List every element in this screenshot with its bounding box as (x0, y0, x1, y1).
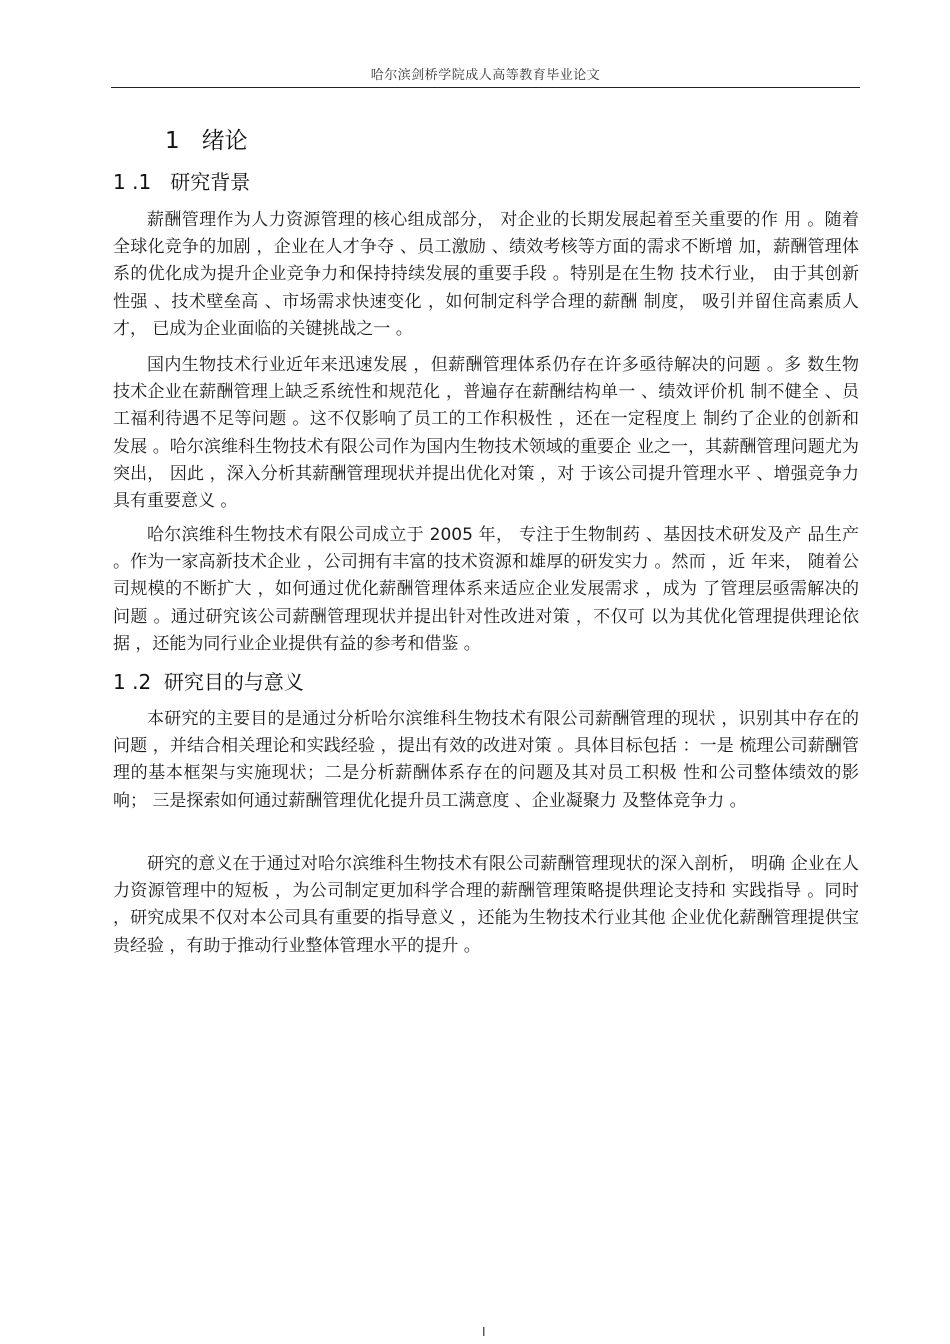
section-heading-purpose: 1 .2 研究目的与意义 (113, 670, 304, 694)
running-header: 哈尔滨剑桥学院成人高等教育毕业论文 (370, 68, 601, 83)
chapter-title: 1 绪论 (165, 128, 248, 154)
paragraph: 本研究的主要目的是通过分析哈尔滨维科生物技术有限公司薪酬管理的现状 ，识别其中存在的问题 ，并结合相关理论和实践经验 ，提出有效的改进对策 。具体目标包括 ：一是 梳理公司薪酬管理的基本框架与实施现状；二是分析薪酬体系存在的问题及其对员工积极 性和公司整体绩效的影响； 三是探索如何通过薪酬管理优化提升员工满意度 、企业凝聚力 及整体竞争力 。 (113, 709, 859, 811)
page-number: I (482, 1325, 486, 1339)
paragraph: 哈尔滨维科生物技术有限公司成立于 2005 年， 专注于生物制药 、基因技术研发及产 品生产 。作为一家高新技术企业 ，公司拥有丰富的技术资源和雄厚的研发实力 。然而 ，近 年来， 随着公司规模的不断扩大 ，如何通过优化薪酬管理体系来适应企业发展需求 ，成为 了管理层亟需解决的问题 。通过研究该公司薪酬管理现状并提出针对性改进对策 ，不仅可 以为其优化管理提供理论依据 ，还能为同行业企业提供有益的参考和借鉴 。 (113, 525, 859, 654)
paragraph: 国内生物技术行业近年来迅速发展 ，但薪酬管理体系仍存在许多亟待解决的问题 。多 数生物技术企业在薪酬管理上缺乏系统性和规范化 ，普遍存在薪酬结构单一 、绩效评价机 制不健全 、员工福利待遇不足等问题 。这不仅影响了员工的工作积极性 ，还在一定程度上 制约了企业的创新和发展 。哈尔滨维科生物技术有限公司作为国内生物技术领域的重要企 业之一，其薪酬管理问题尤为突出， 因此 ，深入分析其薪酬管理现状并提出优化对策 ，对 于该公司提升管理水平 、增强竞争力具有重要意义 。 (113, 355, 859, 512)
paragraph: 薪酬管理作为人力资源管理的核心组成部分， 对企业的长期发展起着至关重要的作 用 。随着全球化竞争的加剧 ，企业在人才争夺 、员工激励 、绩效考核等方面的需求不断增 加，薪酬管理体系的优化成为提升企业竞争力和保持持续发展的重要手段 。特别是在生物 技术行业， 由于其创新性强 、技术壁垒高 、市场需求快速变化 ，如何制定科学合理的薪酬 制度， 吸引并留住高素质人才， 已成为企业面临的关键挑战之一 。 (113, 210, 859, 339)
paragraph: 研究的意义在于通过对哈尔滨维科生物技术有限公司薪酬管理现状的深入剖析， 明确 企业在人力资源管理中的短板 ，为公司制定更加科学合理的薪酬管理策略提供理论支持和 实践指导 。同时 ，研究成果不仅对本公司具有重要的指导意义 ，还能为生物技术行业其他 企业优化薪酬管理提供宝贵经验 ，有助于推动行业整体管理水平的提升 。 (113, 854, 859, 956)
section-heading-background: 1 .1 研究背景 (113, 170, 251, 194)
header-divider (111, 87, 860, 88)
